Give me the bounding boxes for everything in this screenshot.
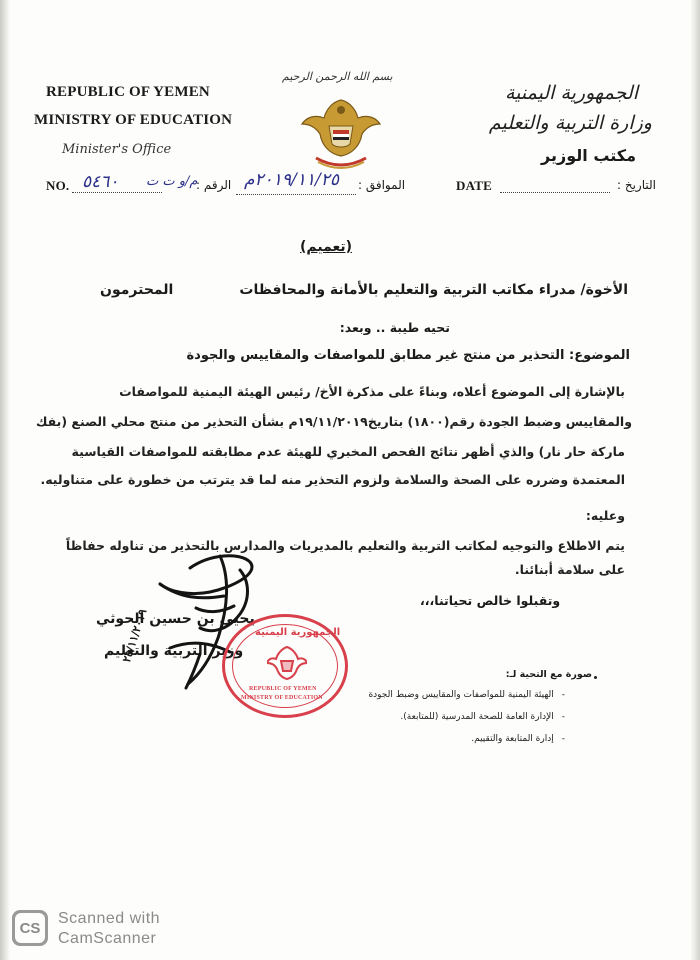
eagle-emblem-icon [302, 100, 380, 168]
no-dotted-line [72, 192, 162, 193]
copy-dash-1: - [561, 690, 565, 700]
stamp-emblem [267, 643, 307, 683]
copy-to-item-2 [400, 712, 565, 722]
header-en-line3: Minister's Office [62, 142, 172, 157]
muwafiq-dotted-line [236, 194, 356, 195]
stamp-english-line1: REPUBLIC OF YEMEN [249, 686, 317, 692]
signature-date-handwritten: ٢٥/١١/٢٠١٩ [120, 607, 150, 665]
date-muwafiq-label: الموافق : [358, 178, 406, 192]
official-stamp [222, 614, 348, 718]
date-label-ar: التاريخ : [616, 178, 656, 192]
paragraph2-line2: على سلامة أبنائنا. [514, 562, 625, 577]
stamp-arabic-text: الجمهورية اليمنية [255, 627, 341, 638]
copy-to-item-1-text: الهيئة اليمنية للمواصفات والمقاييس وضبط الجودة [368, 690, 554, 700]
basmala: بسم الله الرحمن الرحيم [282, 70, 393, 83]
camscanner-logo-text: CS [19, 919, 41, 937]
date-dotted-line [500, 192, 610, 193]
header-en-line2: MINISTRY OF EDUCATION [34, 112, 233, 128]
copy-to-heading: صورة مع التحية لـ: [505, 669, 592, 680]
paragraph1-line1: بالإشارة إلى الموضوع أعلاه، وبناءً على مذكرة الأخ/ رئيس الهيئة اليمنية للمواصفات [119, 384, 625, 399]
copy-to-item-2-text: الإدارة العامة للصحة المدرسية (للمتابعة). [400, 712, 554, 722]
paragraph2-line1: يتم الاطلاع والتوجيه لمكاتب التربية والتعليم بالمديريات والمدارس بالتحذير من تناوله حفاظاً [65, 538, 625, 553]
copy-to-item-3-text: إدارة المتابعة والتقييم. [471, 734, 554, 744]
date-handwritten: ٢٠١٩/١١/٢٥م [244, 170, 340, 190]
greeting: تحيه طيبة .. وبعد: [339, 320, 450, 335]
right-scan-edge [690, 0, 700, 960]
header-ar-line2: وزارة التربية والتعليم [488, 112, 652, 134]
yemen-emblem [296, 88, 386, 178]
subject-line: الموضوع: التحذير من منتج غير مطابق للمواصفات والمقاييس والجودة [186, 348, 630, 363]
honorific: المحترمون [100, 282, 174, 298]
ref-number-handwritten: ٥٤٦٠ [82, 172, 119, 192]
watermark-line1: Scanned with [58, 910, 161, 927]
stamp-english-line2: MINISTRY OF EDUCATION [241, 695, 323, 701]
signatory-name: يحيى بن حسين الحوثي [96, 611, 255, 627]
copy-dash-2: - [561, 712, 565, 722]
ref-label: الرقم : [196, 178, 232, 192]
copy-bullet [594, 676, 597, 679]
document-title: (تعميم) [300, 239, 353, 255]
paragraph1-line4: المعتمدة وضرره على الصحة والسلامة ولزوم التحذير منه لما قد يترتب من خطورة على متناوليه. [40, 472, 625, 487]
header-en-line1: REPUBLIC OF YEMEN [46, 84, 210, 100]
paragraph1-line2: والمقاييس وضبط الجودة رقم(١٨٠٠) بتاريخ١٩/١١/٢٠١٩م بشأن التحذير من منتج محلي الصنع (بفك [36, 414, 632, 429]
stamp-eagle-icon [267, 647, 307, 679]
no-label: NO. [46, 178, 70, 193]
camscanner-logo-icon [12, 910, 48, 946]
header-ar-line3: مكتب الوزير [541, 146, 636, 165]
header-ar-line1: الجمهورية اليمنية [504, 82, 638, 104]
watermark-line2: CamScanner [58, 930, 157, 947]
camscanner-logo-inner [15, 913, 45, 943]
signatory-title: وزير التربية والتعليم [104, 643, 244, 659]
closing-line: وتقبلوا خالص تحياتنا،،، [420, 593, 561, 608]
addressee: الأخوة/ مدراء مكاتب التربية والتعليم بالأمانة والمحافظات [239, 282, 628, 298]
date-label-en: DATE [456, 178, 492, 193]
copy-to-item-1 [368, 690, 565, 700]
therefore-label: وعليه: [585, 508, 625, 523]
paragraph1-line3: ماركة حار نار) والذي أظهر نتائج الفحص المخبري للهيئة عدم مطابقته للمواصفات القياسية [71, 444, 625, 459]
left-scan-edge [0, 0, 10, 960]
ref-prefix-handwritten: م/و ت ت [146, 174, 198, 189]
copy-to-item-3 [471, 734, 565, 744]
copy-dash-3: - [561, 734, 565, 744]
